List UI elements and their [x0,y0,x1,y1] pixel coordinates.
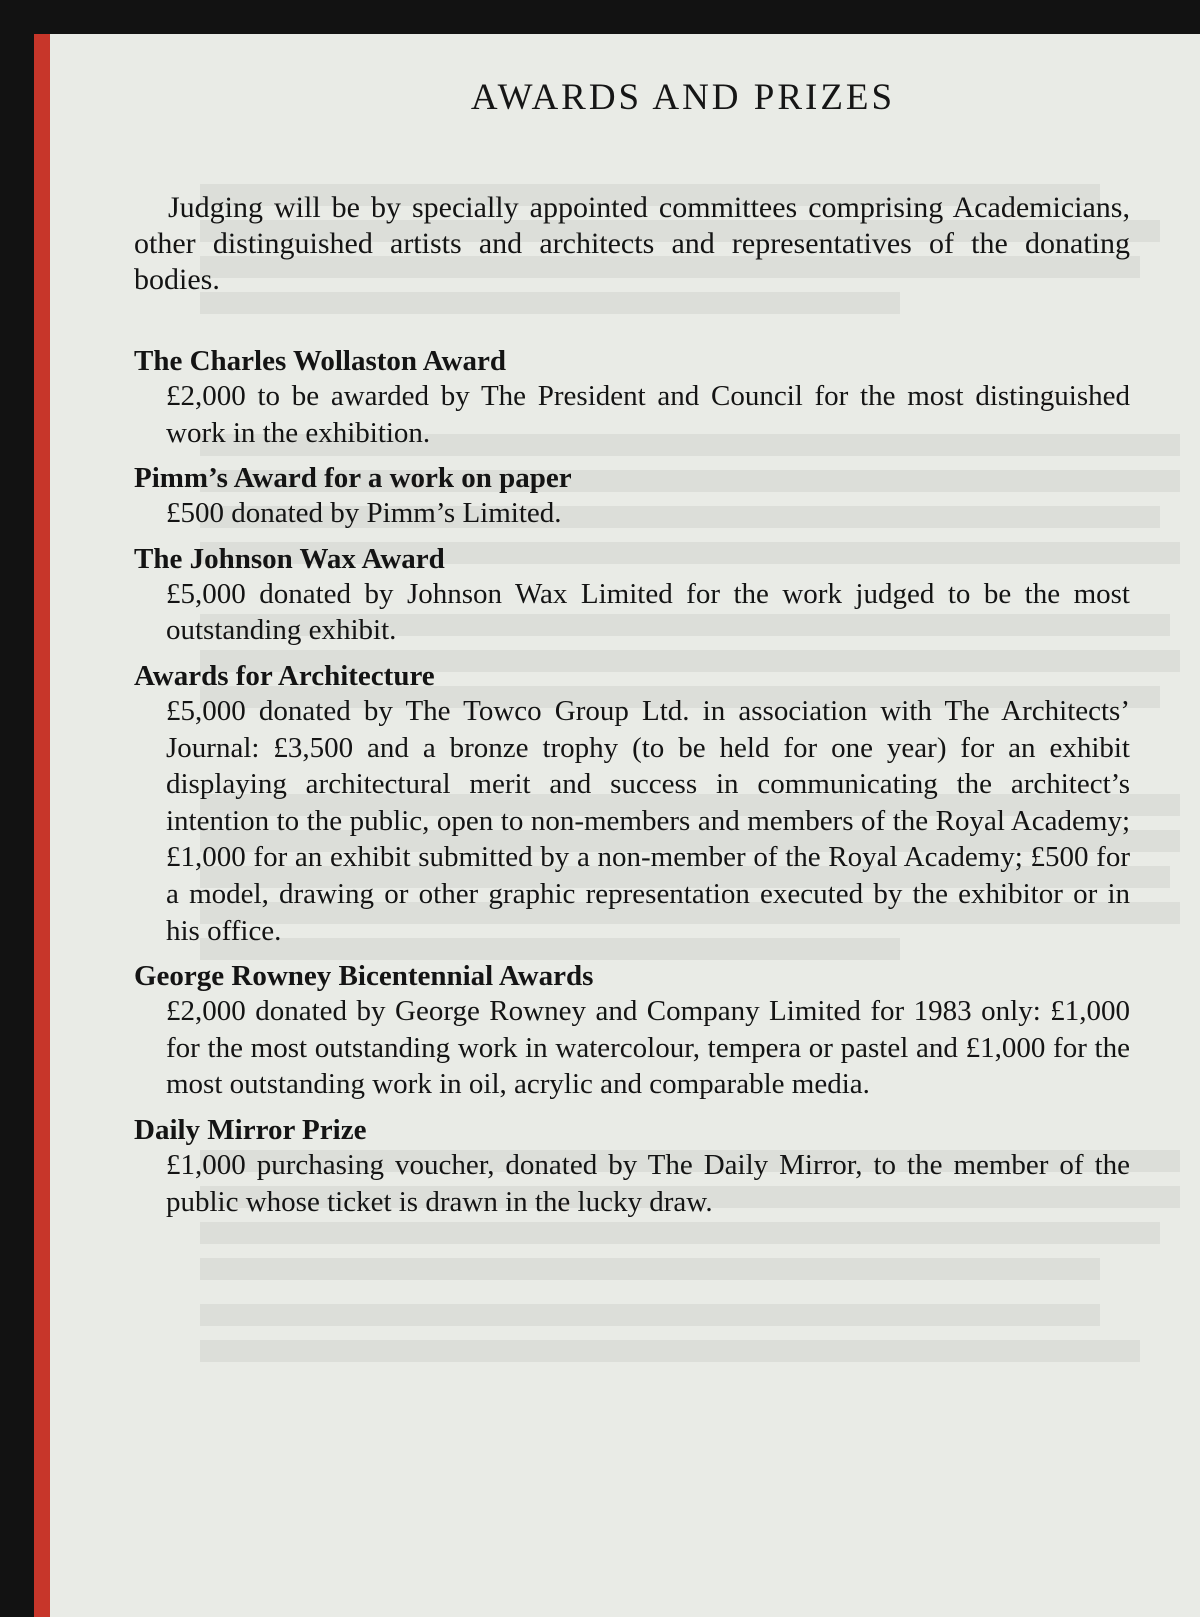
intro-paragraph: Judging will be by specially appointed committees comprising Academicians, other distinguished artists and architects and representatives of the donating bodies. [134,191,1130,296]
award-architecture [134,659,1130,949]
award-heading: George Rowney Bicentennial Awards [134,960,594,993]
award-heading: The Charles Wollaston Award [134,345,506,377]
award-heading: Daily Mirror Prize [134,1113,367,1146]
document-body [134,190,1130,1230]
award-george-rowney [134,959,1130,1103]
award-daily-mirror [134,1113,1130,1220]
award-description: £2,000 donated by George Rowney and Company Limited for 1983 only: £1,000 for the most outstanding work in watercolour, tempera or pastel and £1,000 for the most outstanding work in oil, acrylic and comparable media. [166,995,1130,1101]
page-title: AWARDS AND PRIZES [470,77,896,118]
award-description: £500 donated by Pimm’s Limited. [166,497,562,530]
award-heading: Pimm’s Award for a work on paper [134,462,572,495]
award-pimms [134,461,1130,532]
award-charles-wollaston [134,344,1130,451]
award-description: £5,000 donated by The Towco Group Ltd. in association with The Architects’ Journal: £3,500 and a bronze trophy (to be held for one year) for an exhibit displaying architectural merit and success in communicating the architect’s intention to the public, open to non-members and members of the Royal Academy; £1,000 for an exhibit submitted by a non-member of the Royal Academy; £500 for a model, drawing or other graphic representation executed by the exhibitor or in his office. [166,694,1130,947]
award-description: £1,000 purchasing voucher, donated by The Daily Mirror, to the member of the public whose ticket is drawn in the lucky draw. [166,1148,1130,1218]
award-heading: Awards for Architecture [134,659,435,692]
award-johnson-wax [134,542,1130,649]
award-description: £2,000 to be awarded by The President and Council for the most distinguished work in the exhibition. [166,380,1130,449]
award-description: £5,000 donated by Johnson Wax Limited for the work judged to be the most outstanding exhibit. [166,577,1130,647]
award-heading: The Johnson Wax Award [134,542,445,575]
